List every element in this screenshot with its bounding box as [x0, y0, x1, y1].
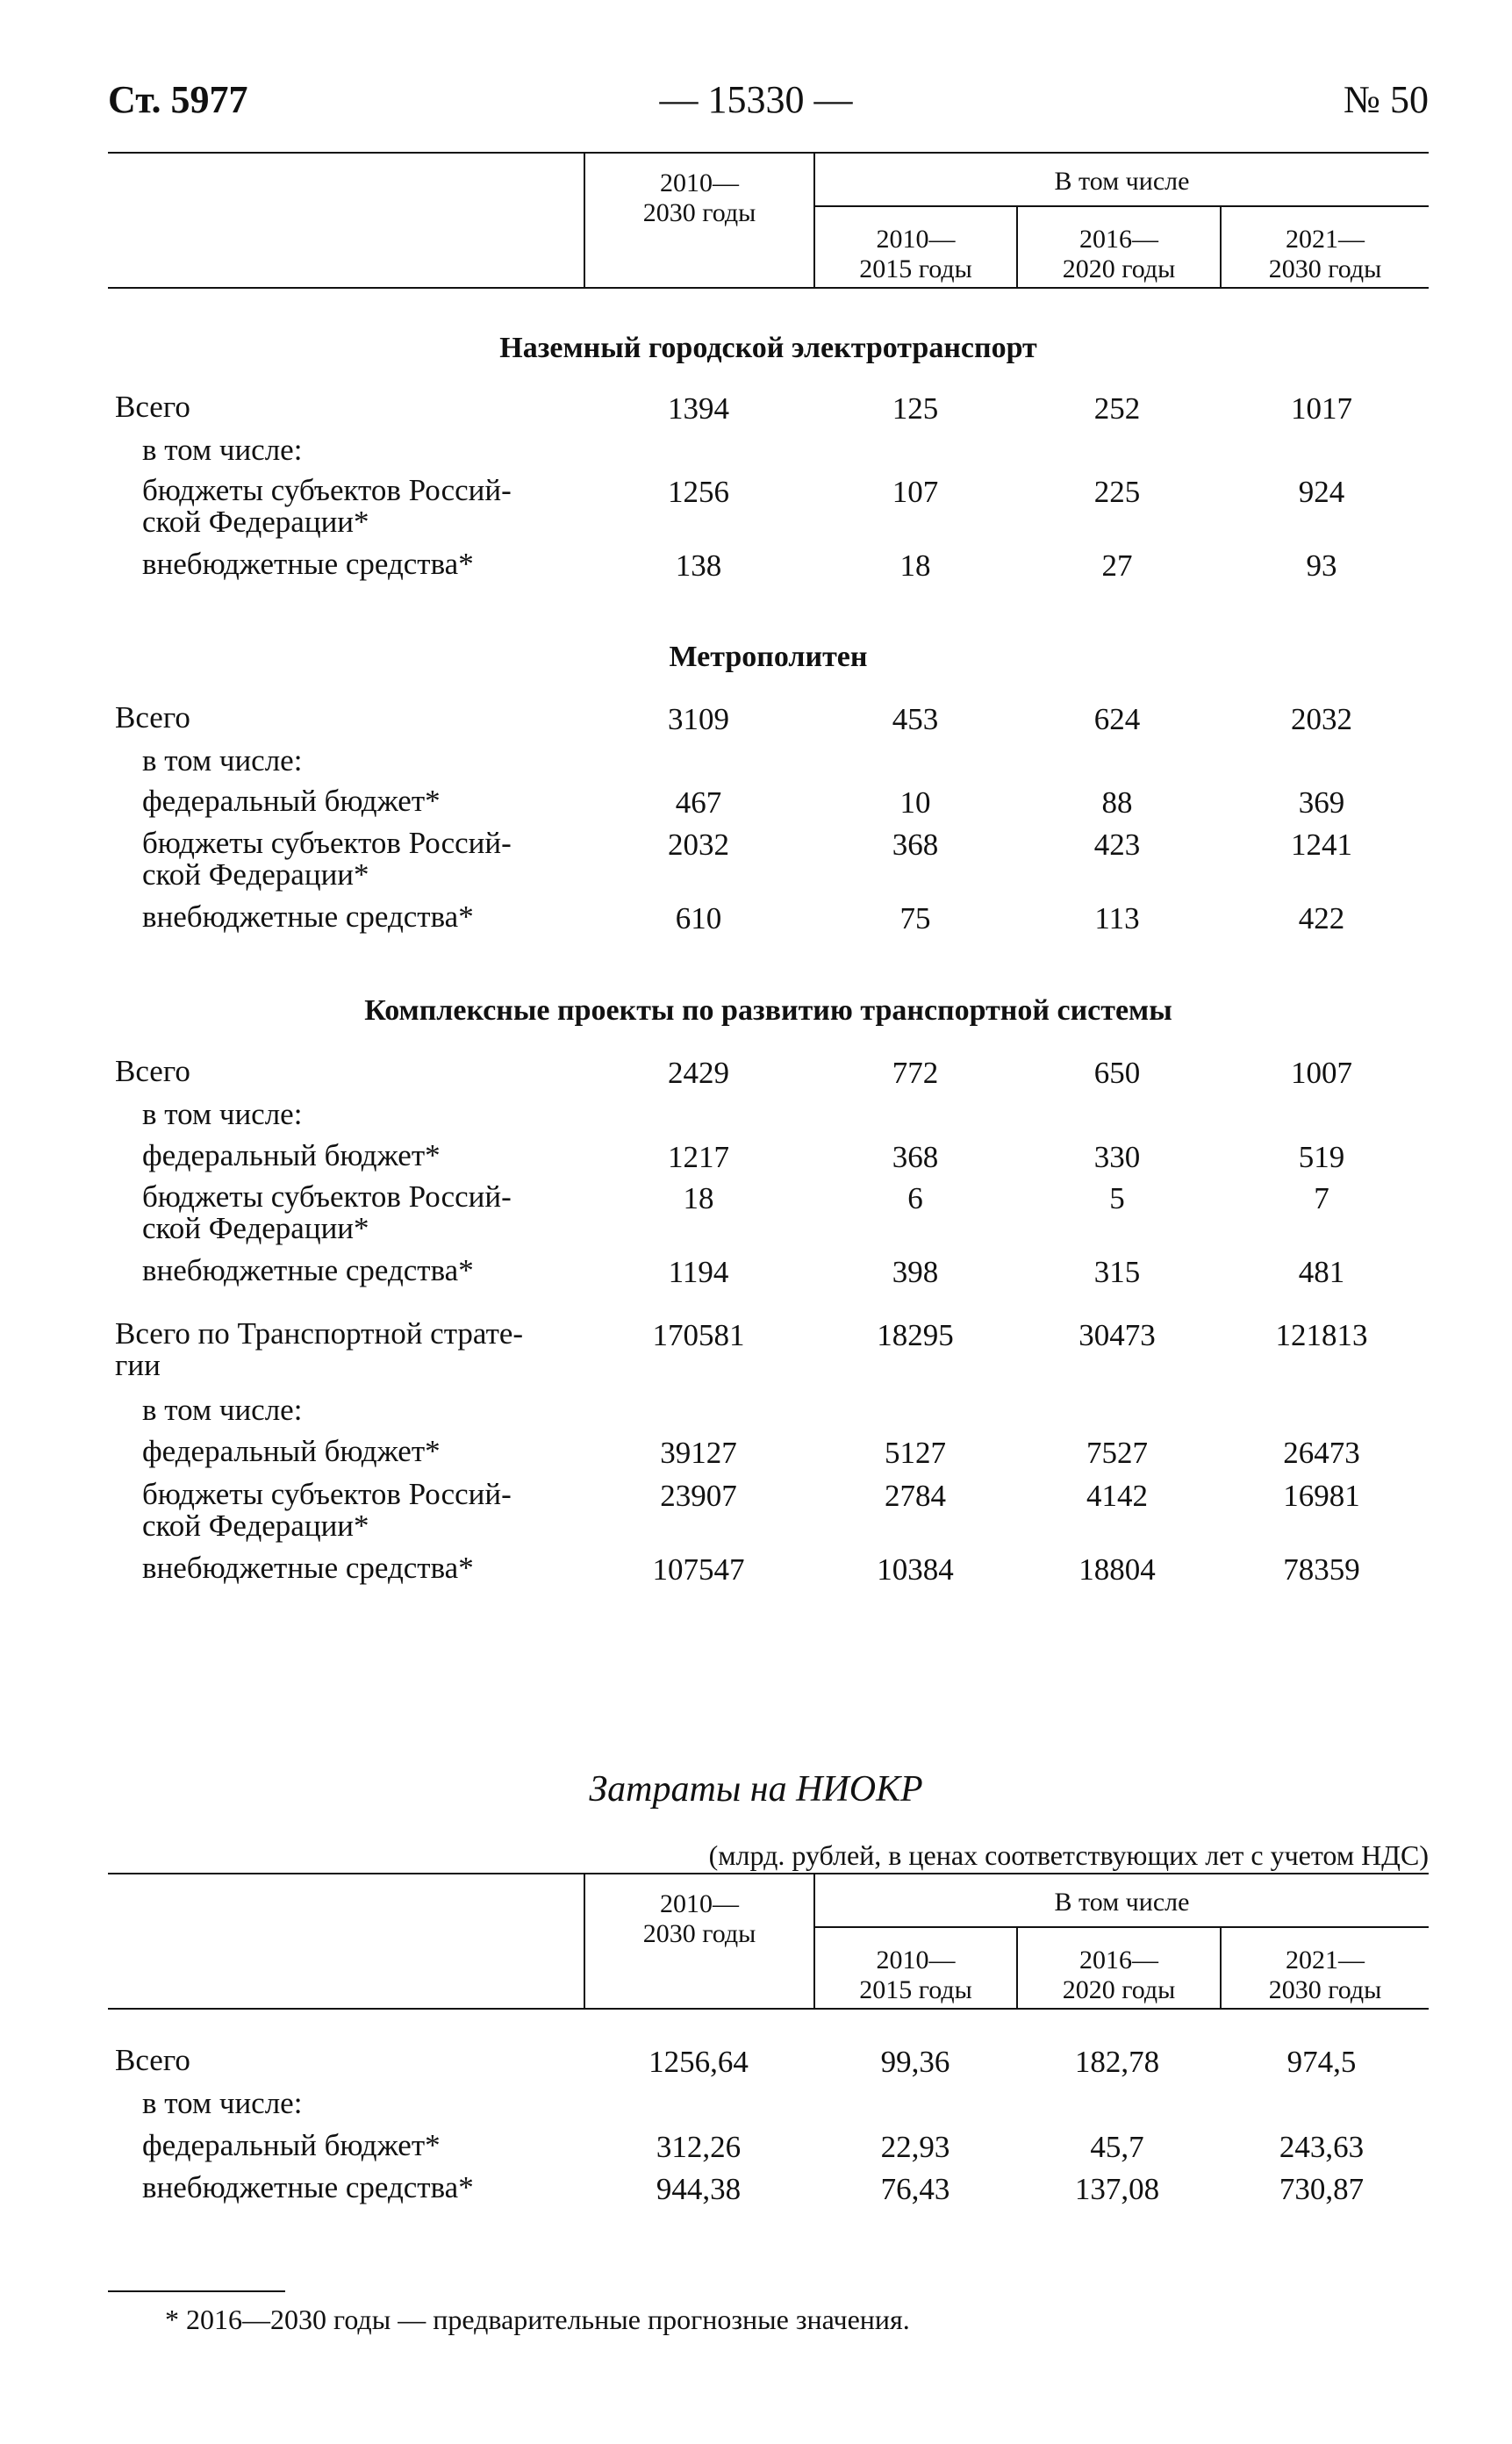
row-label: в том числе:: [142, 2086, 303, 2120]
row-label: федеральный бюджет*: [142, 784, 441, 818]
row-value: 650: [1093, 1056, 1141, 1090]
table1-sub-header: 2021— 2030 годы: [1268, 225, 1382, 283]
row-label: Всего по Транспортной страте- гии: [115, 1316, 524, 1382]
table2-sub-header: 2010— 2015 годы: [859, 1946, 972, 2004]
row-value: 138: [675, 548, 722, 583]
row-value: 481: [1298, 1255, 1345, 1289]
row-value: 107547: [652, 1552, 745, 1587]
row-value: 18804: [1078, 1552, 1156, 1587]
row-value: 10384: [877, 1552, 954, 1587]
row-value: 137,08: [1074, 2172, 1160, 2206]
row-value: 4142: [1086, 1479, 1148, 1513]
row-value: 7527: [1086, 1436, 1148, 1470]
row-value: 368: [892, 1140, 939, 1174]
row-label: в том числе:: [142, 1393, 303, 1427]
row-value: 422: [1298, 901, 1345, 935]
row-label: внебюджетные средства*: [142, 2170, 474, 2204]
row-value: 2429: [668, 1056, 729, 1090]
table2-sub-header: 2016— 2020 годы: [1062, 1946, 1176, 2004]
row-value: 924: [1298, 475, 1345, 509]
table2-group-header: В том числе: [1054, 1888, 1190, 1917]
row-value: 368: [892, 828, 939, 862]
row-value: 610: [675, 901, 722, 935]
row-value: 75: [899, 901, 931, 935]
row-value: 730,87: [1279, 2172, 1365, 2206]
row-value: 39127: [660, 1436, 737, 1470]
row-value: 5: [1109, 1181, 1125, 1215]
footnote-rule: [108, 2290, 285, 2292]
row-value: 5127: [885, 1436, 946, 1470]
table2-title: Затраты на НИОКР: [589, 1769, 923, 1810]
table1-group-rule: [813, 205, 1429, 207]
row-value: 1007: [1291, 1056, 1352, 1090]
section-title: Комплексные проекты по развитию транспортной системы: [364, 994, 1172, 1027]
row-label: внебюджетные средства*: [142, 899, 474, 934]
section-title: Метрополитен: [669, 641, 868, 673]
row-value: 2784: [885, 1479, 946, 1513]
row-value: 453: [892, 702, 939, 736]
row-label: в том числе:: [142, 1097, 303, 1131]
row-label: бюджеты субъектов Россий- ской Федерации*: [142, 1477, 512, 1543]
table2-group-rule: [813, 1926, 1429, 1928]
table1-header-bottom-rule: [108, 287, 1429, 289]
row-label: Всего: [115, 1054, 190, 1088]
table1-col-total: 2010— 2030 годы: [642, 168, 756, 227]
row-value: 467: [675, 785, 722, 820]
row-label: бюджеты субъектов Россий- ской Федерации*: [142, 826, 512, 892]
table1-sub-header: 2010— 2015 годы: [859, 225, 972, 283]
row-value: 252: [1093, 391, 1141, 426]
table1-group-header: В том числе: [1054, 167, 1190, 196]
row-label: бюджеты субъектов Россий- ской Федерации*: [142, 473, 512, 539]
row-value: 6: [907, 1181, 923, 1215]
row-value: 45,7: [1090, 2130, 1144, 2164]
row-value: 23907: [660, 1479, 737, 1513]
row-label: федеральный бюджет*: [142, 2128, 441, 2162]
row-value: 18295: [877, 1318, 954, 1352]
row-value: 312,26: [656, 2130, 742, 2164]
row-value: 519: [1298, 1140, 1345, 1174]
issue-number: № 50: [1344, 78, 1429, 121]
table1-sub-header: 2016— 2020 годы: [1062, 225, 1176, 283]
row-value: 315: [1093, 1255, 1141, 1289]
row-value: 76,43: [880, 2172, 950, 2206]
row-value: 624: [1093, 702, 1141, 736]
row-value: 974,5: [1286, 2045, 1357, 2079]
table2-sub-header: 2021— 2030 годы: [1268, 1946, 1382, 2004]
row-value: 78359: [1283, 1552, 1360, 1587]
row-value: 1394: [668, 391, 729, 426]
table2-top-rule: [108, 1873, 1429, 1874]
row-label: федеральный бюджет*: [142, 1138, 441, 1172]
row-value: 26473: [1283, 1436, 1360, 1470]
row-value: 18: [683, 1181, 714, 1215]
row-label: внебюджетные средства*: [142, 1253, 474, 1287]
table2-header-bottom-rule: [108, 2008, 1429, 2010]
row-label: внебюджетные средства*: [142, 547, 474, 581]
footnote: * 2016—2030 годы — предварительные прогнозные значения.: [165, 2304, 910, 2335]
row-value: 121813: [1275, 1318, 1368, 1352]
row-value: 30473: [1078, 1318, 1156, 1352]
row-value: 170581: [652, 1318, 745, 1352]
section-title: Наземный городской электротранспорт: [499, 332, 1037, 364]
row-label: Всего: [115, 2043, 190, 2077]
row-value: 10: [899, 785, 931, 820]
row-value: 18: [899, 548, 931, 583]
table2-col-total: 2010— 2030 годы: [642, 1889, 756, 1948]
row-value: 1256: [668, 475, 729, 509]
row-value: 243,63: [1279, 2130, 1365, 2164]
row-label: в том числе:: [142, 433, 303, 467]
row-value: 2032: [668, 828, 729, 862]
row-label: федеральный бюджет*: [142, 1434, 441, 1468]
row-value: 369: [1298, 785, 1345, 820]
row-value: 88: [1101, 785, 1133, 820]
row-value: 1241: [1291, 828, 1352, 862]
row-value: 398: [892, 1255, 939, 1289]
row-value: 330: [1093, 1140, 1141, 1174]
table2-units: (млрд. рублей, в ценах соответствующих лет с учетом НДС): [708, 1839, 1429, 1871]
row-value: 225: [1093, 475, 1141, 509]
page-article-number: Ст. 5977: [108, 78, 248, 121]
row-label: Всего: [115, 390, 190, 424]
row-value: 107: [892, 475, 939, 509]
row-value: 423: [1093, 828, 1141, 862]
row-value: 1256,64: [649, 2045, 749, 2079]
table1-top-rule: [108, 152, 1429, 154]
row-value: 125: [892, 391, 939, 426]
row-value: 1217: [668, 1140, 729, 1174]
row-value: 16981: [1283, 1479, 1360, 1513]
row-value: 22,93: [880, 2130, 950, 2164]
row-label: внебюджетные средства*: [142, 1551, 474, 1585]
row-value: 2032: [1291, 702, 1352, 736]
row-label: Всего: [115, 700, 190, 735]
row-value: 7: [1314, 1181, 1329, 1215]
row-value: 772: [892, 1056, 939, 1090]
row-label: бюджеты субъектов Россий- ской Федерации*: [142, 1179, 512, 1245]
row-value: 99,36: [880, 2045, 950, 2079]
row-value: 1194: [668, 1255, 729, 1289]
row-value: 113: [1094, 901, 1140, 935]
row-value: 93: [1306, 548, 1337, 583]
page-number: — 15330 —: [659, 78, 853, 121]
row-label: в том числе:: [142, 743, 303, 778]
row-value: 27: [1101, 548, 1133, 583]
row-value: 1017: [1291, 391, 1352, 426]
row-value: 182,78: [1074, 2045, 1160, 2079]
row-value: 3109: [668, 702, 729, 736]
row-value: 944,38: [656, 2172, 742, 2206]
